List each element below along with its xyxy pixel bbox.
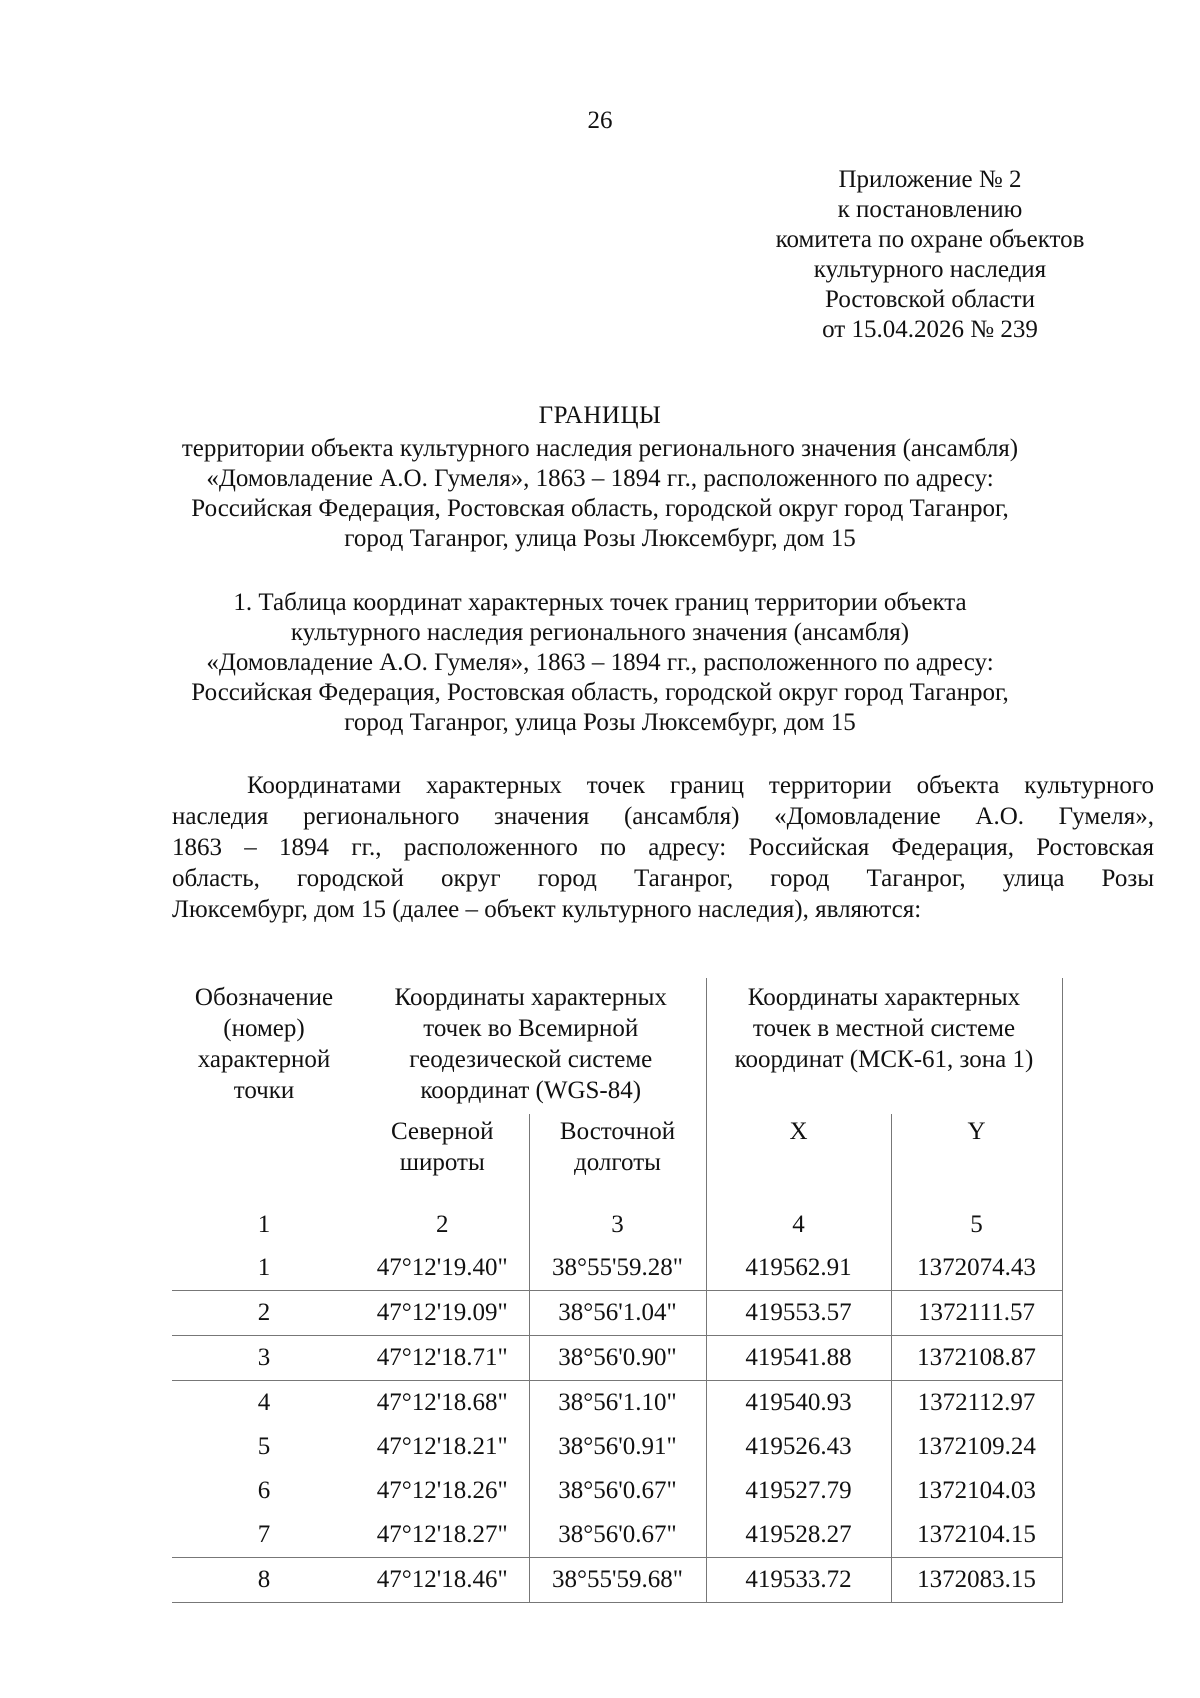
column-number: 2 (436, 1210, 449, 1238)
cell-longitude: 38°55'59.68" (529, 1558, 706, 1603)
cell-y: 1372111.57 (891, 1291, 1062, 1336)
cell-latitude: 47°12'18.71" (356, 1336, 529, 1381)
cell-x: 419526.43 (706, 1425, 891, 1469)
appendix-line: культурного наследия (813, 256, 1047, 283)
cell-longitude: 38°55'59.28" (529, 1246, 706, 1291)
table-row (172, 1425, 1062, 1469)
cell-x: 419553.57 (706, 1291, 891, 1336)
table-row (172, 1381, 1062, 1426)
column-number: 3 (529, 1202, 706, 1246)
cell-point: 1 (257, 1254, 271, 1281)
cell-y: 1372104.03 (891, 1469, 1062, 1513)
appendix-line: Ростовской области (825, 286, 1035, 313)
column-number-row (172, 1202, 1062, 1246)
cell-longitude: 38°56'0.90" (529, 1336, 706, 1381)
cell-latitude: 47°12'19.09" (356, 1291, 529, 1336)
cell-point: 7 (172, 1513, 356, 1558)
document-title: ГРАНИЦЫ (538, 402, 662, 429)
table-row (172, 1291, 1062, 1336)
cell-point: 3 (172, 1336, 356, 1381)
cell-x: 419540.93 (706, 1381, 891, 1426)
paragraph-line: Координатами характерных точек границ территории объекта культурного (247, 772, 1154, 799)
subtitle-line: город Таганрог, улица Розы Люксембург, дом 15 (344, 525, 856, 552)
appendix-line: к постановлению (837, 196, 1023, 223)
subtitle-line: территории объекта культурного наследия регионального значения (ансамбля) (181, 435, 1019, 462)
cell-x: 419541.88 (706, 1336, 891, 1381)
header-north-latitude: Северной широты (390, 1118, 494, 1176)
header-x: X (706, 1114, 891, 1202)
cell-latitude: 47°12'18.46" (356, 1558, 529, 1603)
section-heading (150, 588, 1050, 738)
appendix-line: от 15.04.2026 № 239 (822, 316, 1038, 343)
cell-longitude: 38°56'0.67" (529, 1469, 706, 1513)
table-row (172, 1469, 1062, 1513)
column-number: 4 (706, 1202, 891, 1246)
cell-point: 2 (172, 1291, 356, 1336)
paragraph-line: наследия регионального значения (ансамбля) «Домовладение А.О. Гумеля», (172, 803, 1154, 830)
cell-latitude: 47°12'18.21" (376, 1433, 508, 1460)
column-number: 1 (257, 1210, 271, 1238)
cell-longitude: 38°56'0.91" (529, 1425, 706, 1469)
header-wgs84: Координаты характерных точек во Всемирной геодезической системе координат (WGS-84) (394, 984, 667, 1104)
cell-y: 1372074.43 (891, 1246, 1062, 1291)
page-number: 26 (587, 107, 613, 134)
appendix-line: Приложение № 2 (838, 166, 1022, 193)
cell-y: 1372104.15 (891, 1513, 1062, 1558)
table-row (172, 1558, 1062, 1603)
header-east-longitude: Восточной долготы (529, 1114, 706, 1202)
table-row (172, 1513, 1062, 1558)
appendix-line: комитета по охране объектов (775, 226, 1085, 253)
cell-y: 1372109.24 (891, 1425, 1062, 1469)
header-msk61: Координаты характерных точек в местной системе координат (МСК-61, зона 1) (706, 978, 1062, 1114)
body-paragraph (172, 770, 1154, 925)
coordinates-table (172, 978, 1063, 1603)
subtitle-line: «Домовладение А.О. Гумеля», 1863 – 1894 гг., расположенного по адресу: (206, 465, 994, 492)
cell-y: 1372083.15 (891, 1558, 1062, 1603)
cell-x: 419533.72 (706, 1558, 891, 1603)
column-number: 5 (891, 1202, 1062, 1246)
cell-x: 419527.79 (706, 1469, 891, 1513)
cell-point: 8 (172, 1558, 356, 1603)
paragraph-line: Люксембург, дом 15 (далее – объект культурного наследия), являются: (172, 896, 922, 923)
paragraph-line: 1863 – 1894 гг., расположенного по адресу: Российская Федерация, Ростовская (172, 834, 1154, 861)
cell-point: 5 (257, 1433, 271, 1460)
section-heading-line: «Домовладение А.О. Гумеля», 1863 – 1894 гг., расположенного по адресу: (206, 649, 994, 676)
appendix-block (730, 165, 1130, 345)
cell-point: 4 (257, 1389, 271, 1416)
table-row (172, 1246, 1062, 1291)
cell-x: 419528.27 (706, 1513, 891, 1558)
cell-longitude: 38°56'0.67" (529, 1513, 706, 1558)
cell-x: 419562.91 (706, 1246, 891, 1291)
cell-longitude: 38°56'1.10" (529, 1381, 706, 1426)
cell-latitude: 47°12'18.27" (356, 1513, 529, 1558)
header-y: Y (891, 1114, 1062, 1202)
cell-latitude: 47°12'18.68" (376, 1389, 508, 1416)
cell-y: 1372108.87 (891, 1336, 1062, 1381)
table-row (172, 1336, 1062, 1381)
cell-longitude: 38°56'1.04" (529, 1291, 706, 1336)
cell-latitude: 47°12'19.40" (376, 1254, 508, 1281)
section-heading-line: Российская Федерация, Ростовская область, городской округ город Таганрог, (191, 679, 1009, 706)
paragraph-line: область, городской округ город Таганрог, город Таганрог, улица Розы (172, 865, 1154, 892)
section-heading-line: 1. Таблица координат характерных точек границ территории объекта (233, 589, 967, 616)
section-heading-line: город Таганрог, улица Розы Люксембург, дом 15 (344, 709, 856, 736)
document-subtitle (150, 434, 1050, 554)
subtitle-line: Российская Федерация, Ростовская область, городской округ город Таганрог, (191, 495, 1009, 522)
cell-y: 1372112.97 (891, 1381, 1062, 1426)
cell-point: 6 (257, 1477, 271, 1504)
section-heading-line: культурного наследия регионального значения (ансамбля) (290, 619, 910, 646)
header-point-designation: Обозначение (номер) характерной точки (194, 984, 334, 1104)
cell-latitude: 47°12'18.26" (376, 1477, 508, 1504)
table-header-row (172, 978, 1062, 1114)
